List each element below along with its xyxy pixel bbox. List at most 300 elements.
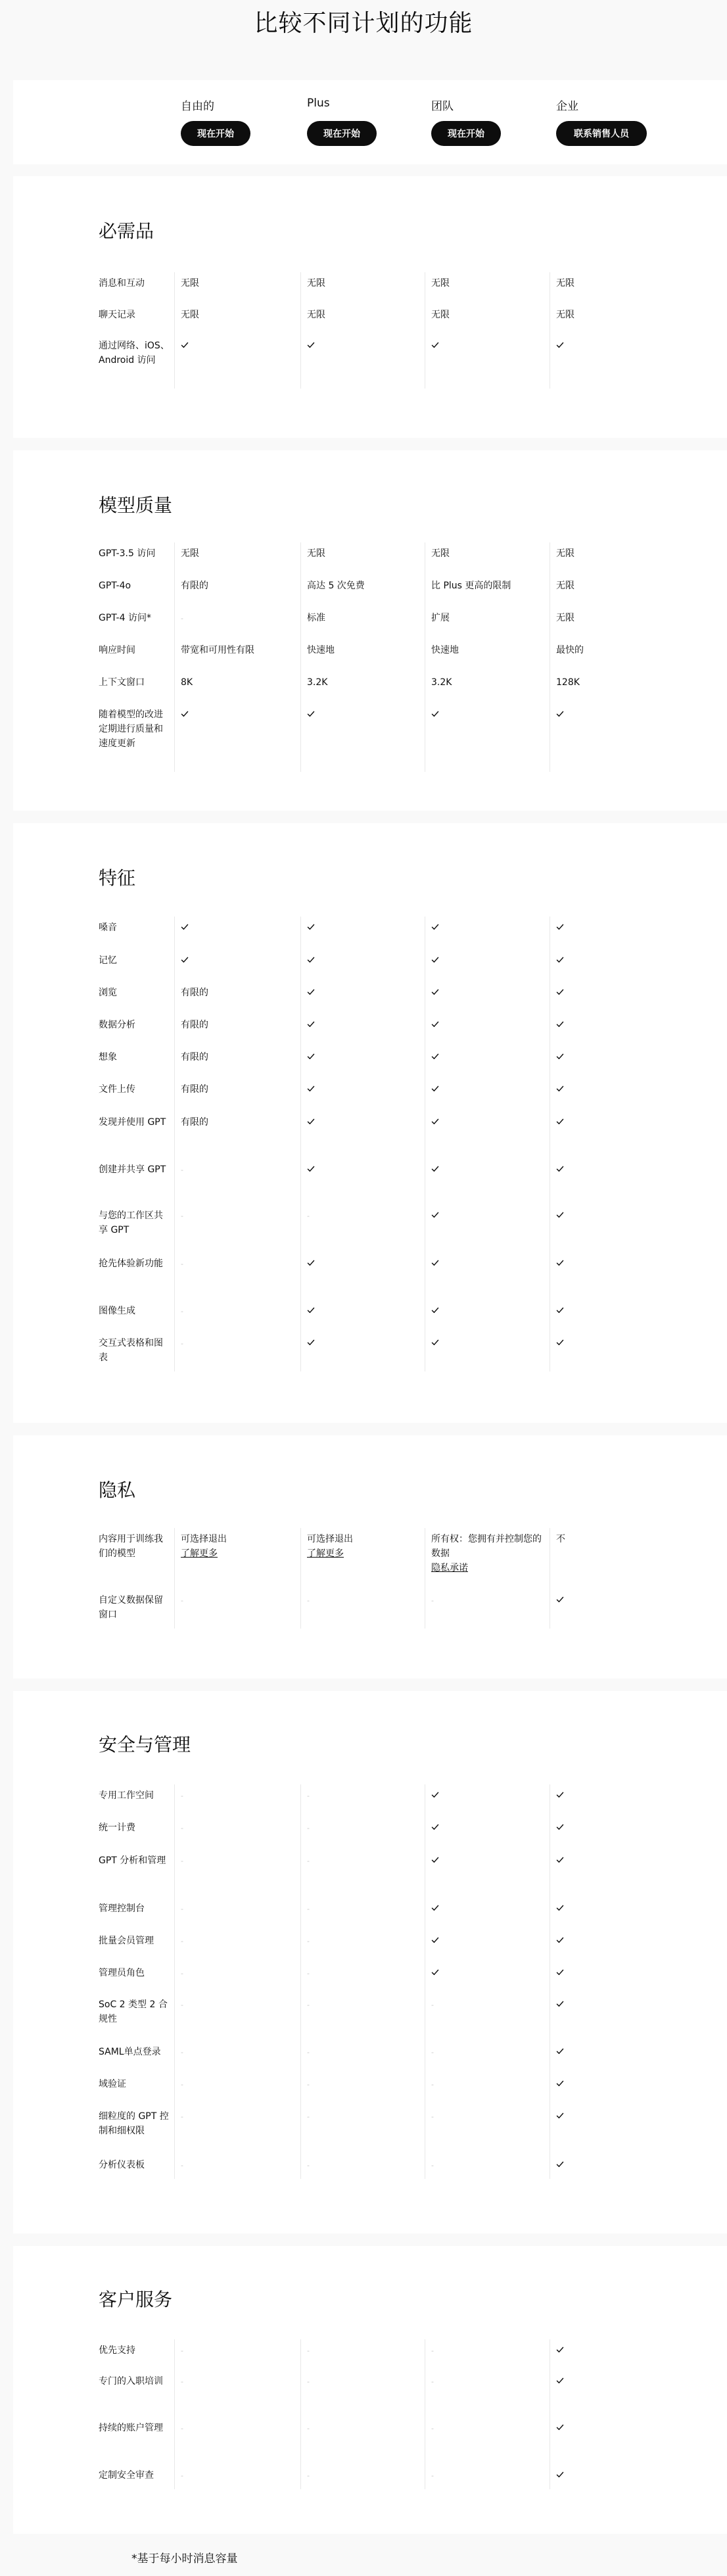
cell-free [181, 2077, 296, 2092]
cell-team [431, 1934, 546, 1948]
cell-enterprise [556, 1082, 671, 1097]
checkmark-icon [556, 1053, 564, 1060]
table-row [13, 2077, 727, 2091]
cell-team [431, 920, 546, 935]
cell-free [181, 2374, 296, 2389]
not-included-dash: - [181, 1937, 183, 1945]
cell-value: 有限的 [181, 581, 208, 591]
cell-enterprise [556, 1997, 671, 2012]
cell-value: 有限的 [181, 1020, 208, 1030]
row-label: 通过网络、iOS、Android 访问 [99, 341, 170, 366]
row-label: 交互式表格和图表 [99, 1338, 163, 1363]
cell-team [431, 1593, 546, 1608]
checkmark-icon [431, 1085, 439, 1092]
cell-team [431, 675, 546, 690]
checkmark-icon [181, 711, 189, 717]
table-row [13, 1050, 727, 1064]
cell-team [431, 643, 546, 657]
checkmark-icon [431, 1053, 439, 1060]
not-included-dash: - [181, 2080, 183, 2089]
cell-team [431, 2343, 546, 2358]
cell-plus [307, 1821, 422, 1836]
cell-value: 无限 [556, 581, 575, 591]
checkmark-icon [431, 1307, 439, 1314]
checkmark-icon [556, 1212, 564, 1218]
cell-value: 快速地 [431, 645, 459, 656]
cell-plus [307, 1853, 422, 1869]
cell-enterprise [556, 1304, 671, 1318]
cell-free [181, 2468, 296, 2483]
not-included-dash: - [431, 2377, 434, 2386]
table-row [13, 2343, 727, 2358]
checkmark-icon [181, 957, 189, 963]
cell-team [431, 1901, 546, 1916]
checkmark-icon [556, 989, 564, 995]
cell-team [431, 1050, 546, 1064]
learn-more-link[interactable]: 隐私承诺 [431, 1563, 468, 1573]
checkmark-icon [431, 1260, 439, 1266]
cell-team [431, 1304, 546, 1318]
cell-team [431, 546, 546, 561]
cell-value: 3.2K [307, 677, 328, 688]
cell-team [431, 579, 546, 593]
cell-value: 无限 [431, 310, 450, 320]
checkmark-icon [556, 1824, 564, 1830]
not-included-dash: - [307, 2161, 310, 2170]
cell-text: 可选择退出 [307, 1534, 353, 1544]
cell-enterprise [556, 2374, 671, 2389]
cell-enterprise [556, 546, 671, 561]
cell-value: 无限 [431, 548, 450, 559]
cell-value: 无限 [556, 613, 575, 623]
row-label: 响应时间 [99, 645, 135, 656]
cell-plus [307, 2045, 422, 2060]
cell-plus [307, 2158, 422, 2173]
cell-value: 有限的 [181, 988, 208, 998]
checkmark-icon [307, 1307, 315, 1314]
checkmark-icon [431, 1166, 439, 1172]
not-included-dash: - [181, 2161, 183, 2170]
not-included-dash: - [181, 2001, 183, 2009]
cell-free [181, 643, 296, 657]
cell-enterprise [556, 1934, 671, 1948]
not-included-dash: - [181, 1857, 183, 1865]
cell-enterprise [556, 953, 671, 968]
cell-team [431, 2045, 546, 2060]
table-row [13, 1336, 727, 1365]
not-included-dash: - [181, 2471, 183, 2480]
table-row [13, 1853, 727, 1882]
cell-enterprise [556, 2468, 671, 2483]
cell-plus [307, 675, 422, 690]
checkmark-icon [307, 924, 315, 930]
not-included-dash: - [307, 1792, 310, 1800]
cell-enterprise [556, 1256, 671, 1271]
row-label: 抢先体验新功能 [99, 1258, 163, 1269]
cell-plus [307, 1256, 422, 1271]
cell-free [181, 1050, 296, 1064]
cell-enterprise [556, 1115, 671, 1130]
checkmark-icon [307, 1053, 315, 1060]
not-included-dash: - [307, 2048, 310, 2057]
cell-team [431, 1082, 546, 1097]
table-row [13, 308, 727, 322]
not-included-dash: - [307, 1969, 310, 1978]
table-row [13, 1821, 727, 1835]
cell-plus [307, 2421, 422, 2436]
row-label: 优先支持 [99, 2345, 135, 2356]
cell-enterprise [556, 2045, 671, 2059]
cell-enterprise [556, 579, 671, 593]
cell-plus [307, 1304, 422, 1318]
table-row [13, 276, 727, 291]
row-label: GPT-4o [99, 581, 131, 591]
section-model-quality [13, 450, 727, 811]
row-label: 上下文窗口 [99, 677, 145, 688]
cell-enterprise [556, 2109, 671, 2124]
cell-enterprise [556, 1532, 671, 1546]
checkmark-icon [307, 1260, 315, 1266]
cell-value: 有限的 [181, 1117, 208, 1128]
checkmark-icon [307, 1021, 315, 1028]
not-included-dash: - [181, 1824, 183, 1832]
checkmark-icon [556, 1969, 564, 1976]
cell-team [431, 986, 546, 1000]
table-row [13, 2158, 727, 2172]
table-row [13, 1304, 727, 1318]
cell-free [181, 1966, 296, 1981]
cell-value: 比 Plus 更高的限制 [431, 581, 511, 591]
row-label: 管理员角色 [99, 1968, 145, 1978]
cell-plus [307, 1115, 422, 1130]
table-row [13, 1162, 727, 1191]
cell-plus [307, 2374, 422, 2389]
cell-free [181, 2109, 296, 2124]
cell-plus [307, 1966, 422, 1981]
cell-value: 无限 [307, 548, 325, 559]
section-customer-service [13, 2246, 727, 2534]
not-included-dash: - [307, 1937, 310, 1945]
checkmark-icon [556, 1596, 564, 1603]
cell-plus [307, 2468, 422, 2483]
table-row [13, 1018, 727, 1032]
cell-team [431, 2421, 546, 2436]
checkmark-icon [556, 1307, 564, 1314]
checkmark-icon [307, 711, 315, 717]
checkmark-icon [431, 711, 439, 717]
not-included-dash: - [307, 1824, 310, 1832]
not-included-dash: - [307, 1905, 310, 1913]
checkmark-icon [556, 2001, 564, 2007]
checkmark-icon [431, 989, 439, 995]
cell-enterprise [556, 1853, 671, 1868]
cell-team [431, 2468, 546, 2483]
cell-free [181, 986, 296, 1000]
cell-free [181, 1532, 296, 1561]
cell-value: 不 [556, 1534, 565, 1544]
cell-value: 8K [181, 677, 193, 688]
not-included-dash: - [181, 1307, 183, 1316]
row-label: GPT 分析和管理 [99, 1855, 166, 1866]
row-label: 域验证 [99, 2079, 126, 2089]
table-row [13, 643, 727, 657]
checkmark-icon [431, 1905, 439, 1911]
table-row [13, 986, 727, 1000]
row-label: 随着模型的改进定期进行质量和速度更新 [99, 709, 163, 749]
checkmark-icon [307, 342, 315, 348]
free-cta-button[interactable]: 现在开始 [181, 121, 250, 146]
cell-enterprise [556, 1050, 671, 1064]
cell-team [431, 707, 546, 722]
cell-free [181, 1018, 296, 1032]
row-label: 浏览 [99, 988, 117, 998]
checkmark-icon [181, 924, 189, 930]
cell-free [181, 953, 296, 968]
section-title: 特征 [99, 867, 136, 889]
cell-plus [307, 1593, 422, 1608]
cell-enterprise [556, 643, 671, 657]
checkmark-icon [431, 1212, 439, 1218]
cell-free [181, 579, 296, 593]
table-row [13, 1788, 727, 1803]
not-included-dash: - [431, 2112, 434, 2121]
checkmark-icon [556, 1857, 564, 1863]
cell-plus [307, 1336, 422, 1350]
checkmark-icon [556, 1260, 564, 1266]
plus-cta-button[interactable]: 现在开始 [307, 121, 377, 146]
cell-free [181, 2158, 296, 2173]
cell-free [181, 1788, 296, 1803]
cell-free [181, 1821, 296, 1836]
table-row [13, 1082, 727, 1097]
cell-plus [307, 1997, 422, 2013]
row-label: 消息和互动 [99, 278, 145, 289]
row-label: 统一计费 [99, 1823, 135, 1833]
column-divider [300, 2339, 301, 2489]
cell-free [181, 1304, 296, 1319]
cell-enterprise [556, 1966, 671, 1980]
row-label: 分析仪表板 [99, 2160, 145, 2170]
cell-plus [307, 920, 422, 935]
not-included-dash: - [181, 2377, 183, 2386]
checkmark-icon [431, 924, 439, 930]
cell-enterprise [556, 276, 671, 291]
checkmark-icon [556, 2161, 564, 2168]
enterprise-cta-button[interactable]: 联系销售人员 [556, 121, 647, 146]
cell-plus [307, 1162, 422, 1177]
cell-plus [307, 276, 422, 291]
section-title: 隐私 [99, 1479, 136, 1501]
not-included-dash: - [181, 2048, 183, 2057]
cell-enterprise [556, 675, 671, 690]
cell-free [181, 339, 296, 353]
row-label: 自定义数据保留窗口 [99, 1595, 163, 1620]
cell-enterprise [556, 1593, 671, 1608]
cell-free [181, 1162, 296, 1178]
cell-team [431, 308, 546, 322]
cell-value: 有限的 [181, 1052, 208, 1062]
not-included-dash: - [307, 2112, 310, 2121]
cell-team [431, 1853, 546, 1868]
cell-free [181, 276, 296, 291]
row-label: 嗓音 [99, 922, 117, 933]
cell-value: 扩展 [431, 613, 450, 623]
table-row [13, 579, 727, 593]
cell-team [431, 1115, 546, 1130]
checkmark-icon [307, 1339, 315, 1346]
row-label: 管理控制台 [99, 1903, 145, 1914]
cell-plus [307, 579, 422, 593]
cell-value: 无限 [181, 310, 199, 320]
table-row [13, 1593, 727, 1622]
cell-enterprise [556, 308, 671, 322]
cell-enterprise [556, 2343, 671, 2358]
checkmark-icon [556, 2080, 564, 2087]
table-row [13, 1208, 727, 1237]
cell-plus [307, 986, 422, 1000]
cell-enterprise [556, 1788, 671, 1803]
row-label: 文件上传 [99, 1084, 135, 1095]
table-row [13, 920, 727, 935]
plan-name: 企业 [556, 100, 578, 113]
cell-plus [307, 1901, 422, 1917]
cell-enterprise [556, 707, 671, 722]
table-row [13, 1997, 727, 2026]
cell-team [431, 1532, 546, 1575]
row-label: 数据分析 [99, 1020, 135, 1030]
not-included-dash: - [307, 1212, 310, 1220]
table-row [13, 339, 727, 382]
section-title: 必需品 [99, 220, 154, 242]
learn-more-link[interactable]: 了解更多 [181, 1548, 218, 1559]
cell-value: 无限 [181, 278, 199, 289]
cell-team [431, 1336, 546, 1350]
cell-free [181, 1853, 296, 1869]
table-row [13, 707, 727, 765]
row-label: 内容用于训练我们的模型 [99, 1534, 163, 1559]
row-label: 定制安全审查 [99, 2470, 154, 2481]
cell-team [431, 1162, 546, 1177]
cell-team [431, 2374, 546, 2389]
table-row [13, 546, 727, 561]
checkmark-icon [556, 957, 564, 963]
cell-free [181, 675, 296, 690]
cell-value: 无限 [307, 278, 325, 289]
row-label: 记忆 [99, 955, 117, 966]
cell-free [181, 707, 296, 722]
cell-team [431, 1256, 546, 1271]
not-included-dash: - [431, 2001, 434, 2009]
checkmark-icon [556, 2048, 564, 2055]
cell-free [181, 546, 296, 561]
learn-more-link[interactable]: 了解更多 [307, 1548, 344, 1559]
checkmark-icon [556, 1118, 564, 1125]
not-included-dash: - [307, 2424, 310, 2433]
not-included-dash: - [431, 2161, 434, 2170]
table-row [13, 2468, 727, 2483]
team-cta-button[interactable]: 现在开始 [431, 121, 501, 146]
not-included-dash: - [307, 2347, 310, 2355]
cell-plus [307, 1788, 422, 1803]
not-included-dash: - [181, 1792, 183, 1800]
cell-team [431, 1208, 546, 1223]
not-included-dash: - [307, 1857, 310, 1865]
cell-enterprise [556, 920, 671, 935]
table-row [13, 2374, 727, 2403]
cell-value: 带宽和可用性有限 [181, 645, 254, 656]
not-included-dash: - [431, 2471, 434, 2480]
cell-team [431, 339, 546, 353]
cell-value: 有限的 [181, 1084, 208, 1095]
cell-plus [307, 308, 422, 322]
checkmark-icon [556, 1905, 564, 1911]
table-row [13, 675, 727, 690]
cell-plus [307, 1018, 422, 1032]
checkmark-icon [556, 1339, 564, 1346]
plan-name: 自由的 [181, 100, 214, 113]
cell-value: 无限 [556, 548, 575, 559]
cell-enterprise [556, 1162, 671, 1177]
cell-free [181, 2045, 296, 2060]
checkmark-icon [431, 342, 439, 348]
cell-enterprise [556, 2158, 671, 2172]
checkmark-icon [431, 1937, 439, 1944]
cell-value: 标准 [307, 613, 325, 623]
row-label: 想象 [99, 1052, 117, 1062]
section-title: 客户服务 [99, 2289, 173, 2310]
row-label: 细粒度的 GPT 控制和细权限 [99, 2111, 169, 2136]
section-title: 模型质量 [99, 494, 173, 516]
checkmark-icon [431, 1857, 439, 1863]
table-row [13, 1934, 727, 1948]
checkmark-icon [556, 2347, 564, 2353]
not-included-dash: - [307, 1596, 310, 1605]
cell-enterprise [556, 339, 671, 353]
not-included-dash: - [181, 2112, 183, 2121]
cell-team [431, 1821, 546, 1835]
not-included-dash: - [181, 1905, 183, 1913]
checkmark-icon [431, 1339, 439, 1346]
cell-free [181, 2343, 296, 2358]
cell-team [431, 611, 546, 625]
cell-value: 无限 [431, 278, 450, 289]
column-divider [174, 2339, 175, 2489]
row-label: 发现并使用 GPT [99, 1117, 166, 1128]
cell-value: 128K [556, 677, 580, 688]
not-included-dash: - [181, 1260, 183, 1268]
plan-name: 团队 [431, 100, 454, 113]
cell-plus [307, 1532, 422, 1561]
cell-text: 所有权：您拥有并控制您的数据 [431, 1534, 542, 1559]
checkmark-icon [556, 2424, 564, 2431]
not-included-dash: - [181, 1212, 183, 1220]
not-included-dash: - [431, 1596, 434, 1605]
cell-enterprise [556, 611, 671, 625]
not-included-dash: - [431, 2080, 434, 2089]
table-row [13, 2045, 727, 2059]
cell-free [181, 1934, 296, 1949]
cell-free [181, 1336, 296, 1351]
row-label: 专用工作空间 [99, 1790, 154, 1801]
cell-plus [307, 643, 422, 657]
cell-enterprise [556, 1208, 671, 1223]
table-row [13, 1966, 727, 1980]
checkmark-icon [556, 1937, 564, 1944]
not-included-dash: - [431, 2048, 434, 2057]
cell-free [181, 1997, 296, 2013]
cell-value: 无限 [556, 310, 575, 320]
checkmark-icon [307, 957, 315, 963]
